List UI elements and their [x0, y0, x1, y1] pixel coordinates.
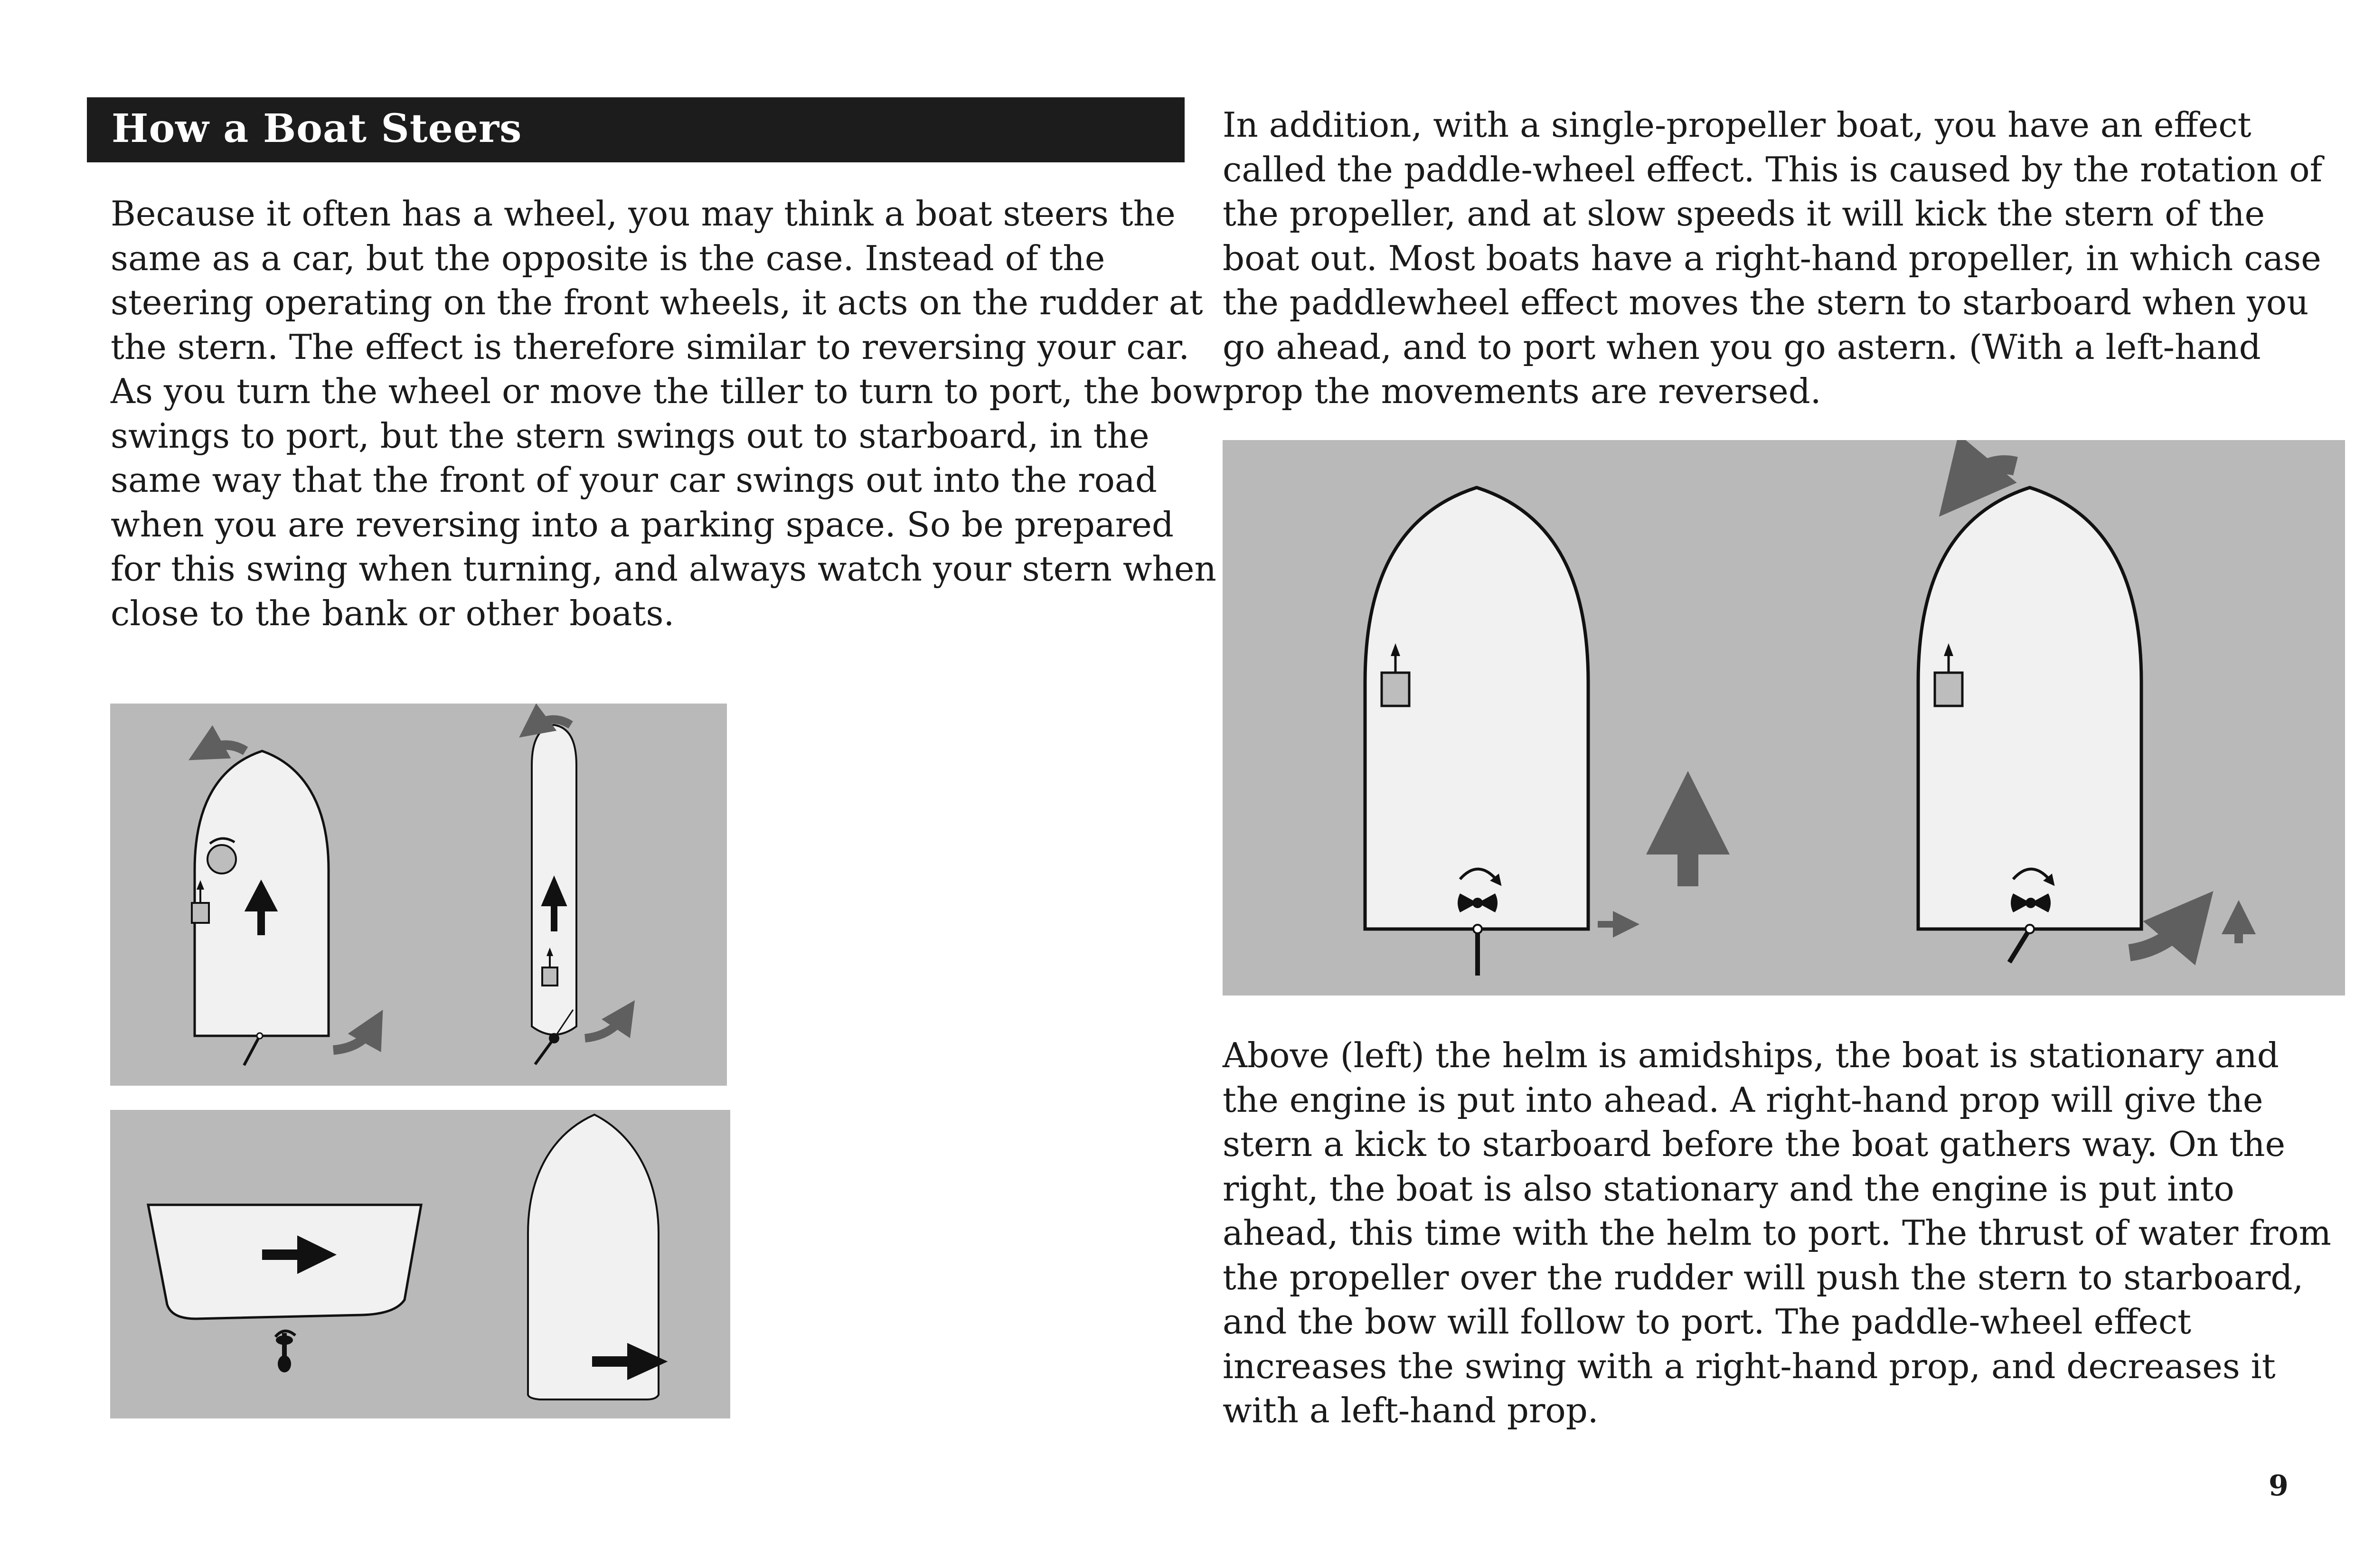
- text-line: Because it often has a wheel, you may think a boat steers the: [111, 194, 1176, 234]
- text-line: Above (left) the helm is amidships, the boat is stationary and: [1223, 1035, 2279, 1075]
- text-line: when you are reversing into a parking space. So be prepared: [111, 504, 1174, 545]
- text-line: go ahead, and to port when you go astern. (With a left-hand: [1223, 327, 2261, 367]
- text-line: same as a car, but the opposite is the case. Instead of the: [111, 238, 1105, 278]
- text-line: the engine is put into ahead. A right-hand prop will give the: [1223, 1080, 2263, 1120]
- text-line: As you turn the wheel or move the tiller to turn to port, the bow: [111, 371, 1222, 411]
- text-line: and the bow will follow to port. The paddle-wheel effect: [1223, 1302, 2192, 1342]
- text-line: close to the bank or other boats.: [111, 593, 675, 633]
- text-line: called the paddle-wheel effect. This is caused by the rotation of: [1223, 149, 2323, 189]
- text-line: In addition, with a single-propeller boat, you have an effect: [1223, 105, 2252, 145]
- text-line: for this swing when turning, and always watch your stern when: [111, 549, 1216, 589]
- boat-hull: [1918, 488, 2141, 929]
- section-heading-bar: [87, 97, 1185, 162]
- text-line: the stern. The effect is therefore similar to reversing your car.: [111, 327, 1190, 367]
- text-line: boat out. Most boats have a right-hand propeller, in which case: [1223, 238, 2321, 278]
- text-line: stern a kick to starboard before the boat gathers way. On the: [1223, 1124, 2286, 1164]
- helm-icon: [207, 845, 236, 873]
- helm-position-marker: [192, 903, 209, 923]
- boat-plan-figure: [110, 1110, 730, 1418]
- steering-turn-figure: [110, 704, 727, 1086]
- figure-caption-paragraph: [1223, 1033, 2331, 1433]
- text-line: prop the movements are reversed.: [1223, 371, 1821, 411]
- rudder-pivot: [549, 1033, 559, 1043]
- section-title: How a Boat Steers: [112, 106, 522, 151]
- text-line: steering operating on the front wheels, it acts on the rudder at: [111, 282, 1203, 322]
- text-line: with a left-hand prop.: [1223, 1390, 1599, 1430]
- text-line: the propeller, and at slow speeds it will kick the stern of the: [1223, 194, 2265, 234]
- page-number: 9: [2269, 1469, 2289, 1502]
- text-line: swings to port, but the stern swings out to starboard, in the: [111, 415, 1149, 456]
- text-line: the propeller over the rudder will push the stern to starboard,: [1223, 1257, 2304, 1297]
- helm-position-marker: [542, 967, 557, 986]
- text-line: right, the boat is also stationary and the engine is put into: [1223, 1168, 2234, 1209]
- paddle-wheel-paragraph: [1223, 103, 2322, 414]
- text-line: same way that the front of your car swings out into the road: [111, 460, 1157, 500]
- paddle-wheel-effect-figure: [1223, 440, 2345, 995]
- text-line: the paddlewheel effect moves the stern to starboard when you: [1223, 282, 2309, 322]
- helm-position-marker: [1935, 673, 1962, 706]
- helm-position-marker: [1382, 673, 1409, 706]
- text-line: ahead, this time with the helm to port. The thrust of water from: [1223, 1213, 2331, 1253]
- steering-explanation-paragraph: [111, 192, 1222, 636]
- text-line: increases the swing with a right-hand prop, and decreases it: [1223, 1346, 2276, 1386]
- boat-hull: [148, 1205, 421, 1319]
- boat-hull: [1365, 488, 1588, 929]
